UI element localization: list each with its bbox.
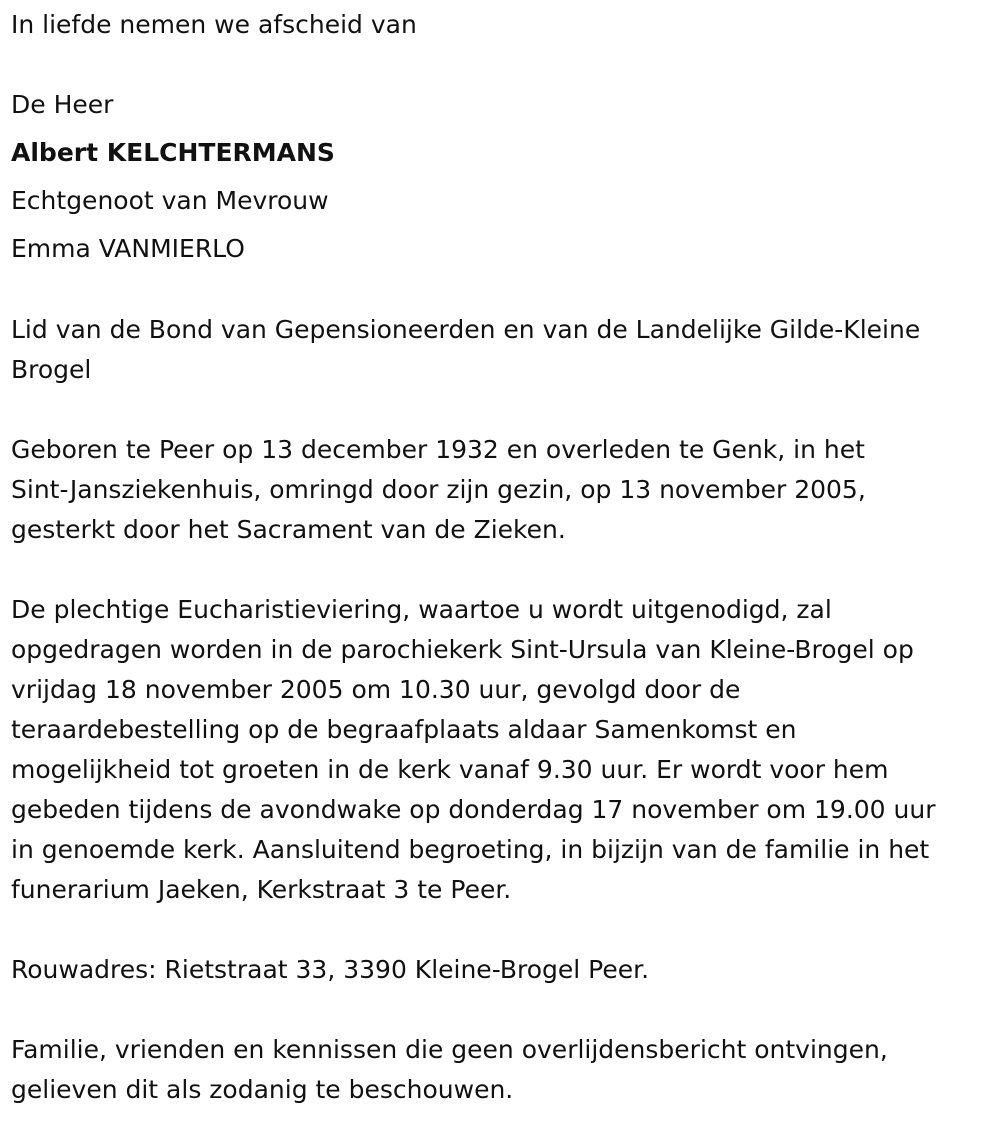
birth-death-line: Sint-Jansziekenhuis, omringd door zijn gezin, op 13 november 2005, [11, 475, 866, 504]
closing-paragraph [11, 1030, 991, 1110]
ceremony-line: teraardebestelling op de begraafplaats aldaar Samenkomst en [11, 715, 797, 744]
ceremony-line: gebeden tijdens de avondwake op donderdag 17 november om 19.00 uur [11, 795, 936, 824]
ceremony-paragraph [11, 590, 991, 910]
mourning-address: Rouwadres: Rietstraat 33, 3390 Kleine-Brogel Peer. [11, 955, 650, 984]
closing-line: gelieven dit als zodanig te beschouwen. [11, 1075, 514, 1104]
ceremony-line: in genoemde kerk. Aansluitend begroeting, in bijzijn van de familie in het [11, 835, 930, 864]
closing-line: Familie, vrienden en kennissen die geen overlijdensbericht ontvingen, [11, 1035, 888, 1064]
ceremony-line: opgedragen worden in de parochiekerk Sint-Ursula van Kleine-Brogel op [11, 635, 914, 664]
membership-line: Brogel [11, 355, 92, 384]
ceremony-line: vrijdag 18 november 2005 om 10.30 uur, gevolgd door de [11, 675, 741, 704]
ceremony-line: De plechtige Eucharistieviering, waartoe u wordt uitgenodigd, zal [11, 595, 832, 624]
deceased-name: Albert KELCHTERMANS [11, 138, 335, 167]
ceremony-line: mogelijkheid tot groeten in de kerk vanaf 9.30 uur. Er wordt voor hem [11, 755, 889, 784]
spouse-name: Emma VANMIERLO [11, 234, 245, 263]
honorific: De Heer [11, 90, 114, 119]
intro-text: In liefde nemen we afscheid van [11, 10, 417, 39]
spouse-label: Echtgenoot van Mevrouw [11, 186, 329, 215]
birth-death-paragraph [11, 430, 991, 550]
birth-death-line: gesterkt door het Sacrament van de Zieken. [11, 515, 566, 544]
ceremony-line: funerarium Jaeken, Kerkstraat 3 te Peer. [11, 875, 512, 904]
birth-death-line: Geboren te Peer op 13 december 1932 en overleden te Genk, in het [11, 435, 865, 464]
membership-line: Lid van de Bond van Gepensioneerden en van de Landelijke Gilde-Kleine [11, 315, 921, 344]
membership-paragraph [11, 310, 991, 390]
